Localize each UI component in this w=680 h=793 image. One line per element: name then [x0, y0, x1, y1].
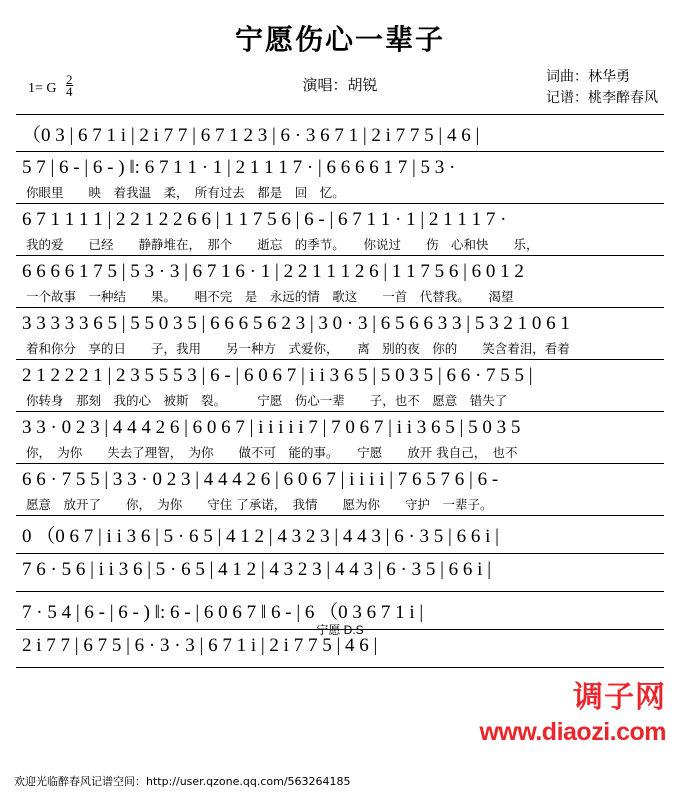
site-name: 调子网 — [573, 680, 666, 715]
staff-line — [16, 308, 664, 360]
note-row: 6 6 6 6 1 7 5 | 5 3 · 3 | 6 7 1 6 · 1 | 2 2 1 1 1 2 6 | 1 1 7 5 6 | 6 0 1 2 — [22, 261, 524, 282]
singer-label: 演唱：胡锐 — [302, 77, 378, 94]
staff-area — [0, 114, 680, 668]
staff-line — [16, 516, 664, 554]
score-header — [0, 64, 680, 112]
staff-line — [16, 412, 664, 464]
lyric-row: 你眼里 映 着我温 柔， 所有过去 都是 回 忆。 — [26, 185, 345, 200]
staff-line — [16, 464, 664, 516]
staff-line — [16, 554, 664, 592]
note-row: 2 1 2 2 2 1 | 2 3 5 5 5 3 | 6 - | 6 0 6 7 | i i 3 6 5 | 5 0 3 5 | 6 6 · 7 5 5 | — [22, 365, 533, 386]
lyric-row: 愿意 放开了 你， 为你 守住 了承诺， 我情 愿为你 守护 一辈子。 — [26, 497, 493, 512]
note-row: 3 3 3 3 3 6 5 | 5 5 0 3 5 | 6 6 6 5 6 2 3 | 3 0 · 3 | 6 5 6 6 3 3 | 5 3 2 1 0 6 1 — [22, 313, 570, 334]
note-row: 3 3 · 0 2 3 | 4 4 4 2 6 | 6 0 6 7 | i i i i i 7 | 7 0 6 7 | i i 3 6 5 | 5 0 3 5 — [22, 417, 521, 438]
site-url: www.diaozi.com — [479, 718, 666, 746]
lyric-row: 着和你分 享的日 子，我用 另一种方 式爱你， 离 别的夜 你的 笑含着泪，看着 — [26, 341, 570, 356]
site-watermark — [479, 672, 666, 747]
staff-line — [16, 152, 664, 204]
staff-line — [16, 630, 664, 668]
credit-notator: 记谱：桃李醉春风 — [546, 89, 658, 105]
credits-block — [546, 66, 658, 108]
note-row: 7 6 · 5 6 | i i 3 6 | 5 · 6 5 | 4 1 2 | 4 3 2 3 | 4 4 3 | 6 · 3 5 | 6 6 i | — [22, 559, 491, 580]
note-row: 6 6 · 7 5 5 | 3 3 · 0 2 3 | 4 4 4 2 6 | 6 0 6 7 | i i i i | 7 6 5 7 6 | 6 - — [22, 469, 499, 490]
footer-note: 欢迎光临醉春风记谱空间：http://user.qzone.qq.com/563264185 — [14, 775, 351, 788]
note-row: 2 i 7 7 | 6 7 5 | 6 · 3 · 3 | 6 7 1 i | 2 i 7 7 5 | 4 6 | — [22, 635, 378, 656]
lyric-row: 我的爱 已经 静静堆在， 那个 逝忘 的季节。 你说过 伤 心和快 乐， — [26, 237, 539, 252]
note-row: （0 3 | 6 7 1 i | 2 i 7 7 | 6 7 1 2 3 | 6 · 3 6 7 1 | 2 i 7 7 5 | 4 6 | — [22, 125, 480, 146]
note-row: 5 7 | 6 - | 6 - ) ‖: 6 7 1 1 · 1 | 2 1 1 1 7 · | 6 6 6 6 1 7 | 5 3 · — [22, 157, 456, 178]
ds-mark: 宁愿 D.S — [316, 623, 364, 637]
lyric-row: 你， 为你 失去了理智， 为你 做不可 能的事。 宁愿 放开 我自己， 也不 — [26, 445, 518, 460]
sheet-music-page — [0, 18, 680, 793]
note-row: 6 7 1 1 1 1 | 2 2 1 2 2 6 6 | 1 1 7 5 6 | 6 - | 6 7 1 1 · 1 | 2 1 1 1 7 · — [22, 209, 507, 230]
lyric-row: 你转身 那刻 我的心 被斯 裂。 宁愿 伤心一辈 子，也不 愿意 错失了 — [26, 393, 508, 408]
page-title: 宁愿伤心一辈子 — [234, 23, 445, 56]
key-signature-label: 1= G — [28, 81, 57, 96]
staff-line — [16, 592, 664, 637]
staff-line — [16, 360, 664, 412]
staff-line — [16, 114, 664, 152]
time-signature-denominator: 4 — [66, 84, 73, 99]
credit-composer: 词曲：林华勇 — [546, 68, 630, 84]
lyric-row: 一个故事 一种结 果。 唱不完 是 永远的情 歌这 一首 代替我。 渴望 — [26, 289, 514, 304]
time-signature-numerator: 2 — [66, 72, 73, 87]
staff-line — [16, 256, 664, 308]
note-row: 7 · 5 4 | 6 - | 6 - ) ‖: 6 - | 6 0 6 7 ‖ 6 - | 6 （0 3 6 7 1 i | — [22, 602, 424, 623]
note-row: 0 （0 6 7 | i i 3 6 | 5 · 6 5 | 4 1 2 | 4 3 2 3 | 4 4 3 | 6 · 3 5 | 6 6 i | — [22, 526, 499, 547]
staff-line — [16, 204, 664, 256]
